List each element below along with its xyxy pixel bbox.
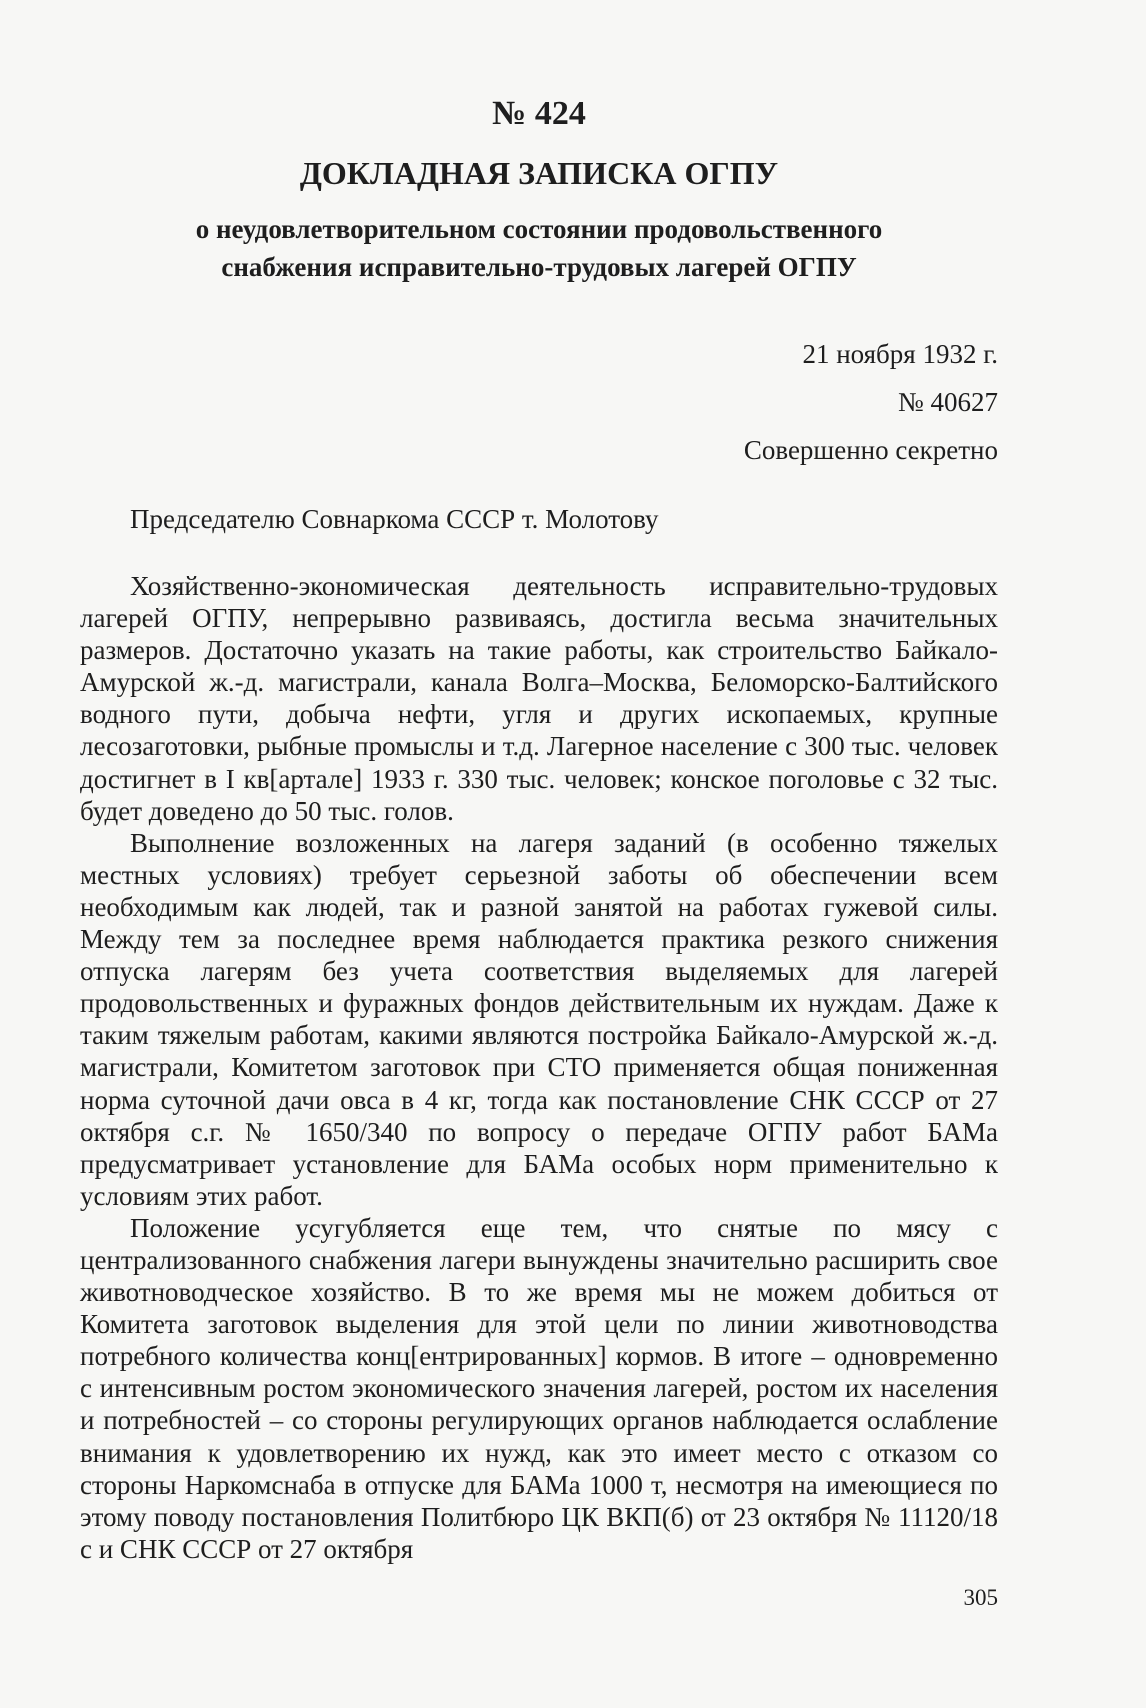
paragraph-2: Выполнение возложенных на лагеря заданий (в особенно тяжелых местных условиях) требует серьезной заботы об обеспечении всем необходимым как людей, так и разной занятой на работах гужевой силы. Между тем за последнее время наблюдается практика резкого снижения отпуска лагерям без учета соответствия выделяемых для лагерей продовольственных и фуражных фондов действительным их нуждам. Даже к таким тяжелым работам, какими являются постройка Байкало-Амурской ж.-д. магистрали, Комитетом заготовок при СТО применяется общая пониженная норма суточной дачи овса в 4 кг, тогда как постановление СНК СССР от 27 октября с.г. № 1650/340 по вопросу о передаче ОГПУ работ БАМа предусматривает установление для БАМа особых норм применительно к условиям этих работ. <box>80 827 998 1211</box>
body-text <box>80 570 998 1565</box>
page-number: 305 <box>963 1585 998 1610</box>
document-subtitle <box>80 210 998 286</box>
paragraph-1: Хозяйственно-экономическая деятельность исправительно-трудовых лагерей ОГПУ, непрерывно развиваясь, достигла весьма значительных размеров. Достаточно указать на такие работы, как строительство Байкало-Амурской ж.-д. магистрали, канала Волга–Москва, Беломорско-Балтийского водного пути, добыча нефти, угля и других ископаемых, крупные лесозаготовки, рыбные промыслы и т.д. Лагерное население с 300 тыс. человек достигнет в I кв[артале] 1933 г. 330 тыс. человек; конское поголовье с 32 тыс. будет доведено до 50 тыс. голов. <box>80 571 998 826</box>
subtitle-line-1: о неудовлетворительном состоянии продовольственного <box>195 214 883 244</box>
registration-number: № 40627 <box>897 387 998 417</box>
paragraph-3: Положение усугубляется еще тем, что снятые по мясу с централизованного снабжения лагери вынуждены значительно расширить свое животноводческое хозяйство. В то же время мы не можем добиться от Комитета заготовок выделения для этой цели по линии животноводства потребного количества конц[ентрированных] кормов. В итоге – одновременно с интенсивным ростом экономического значения лагерей, ростом их населения и потребностей – со стороны регулирующих органов наблюдается ослабление внимания к удовлетворению их нужд, как это имеет место с отказом со стороны Наркомснаба в отпуске для БАМа 1000 т, несмотря на имеющиеся по этому поводу постановления Политбюро ЦК ВКП(б) от 23 октября № 11120/18 с и СНК СССР от 27 октября <box>80 1212 998 1564</box>
document-date: 21 ноября 1932 г. <box>802 339 998 369</box>
document-number: № 424 <box>492 95 586 132</box>
subtitle-line-2: снабжения исправительно-трудовых лагерей ОГПУ <box>221 252 857 282</box>
addressee: Председателю Совнаркома СССР т. Молотову <box>130 504 659 534</box>
document-title: ДОКЛАДНАЯ ЗАПИСКА ОГПУ <box>299 155 779 191</box>
classification-mark: Совершенно секретно <box>743 435 998 465</box>
document-page <box>80 0 998 1708</box>
